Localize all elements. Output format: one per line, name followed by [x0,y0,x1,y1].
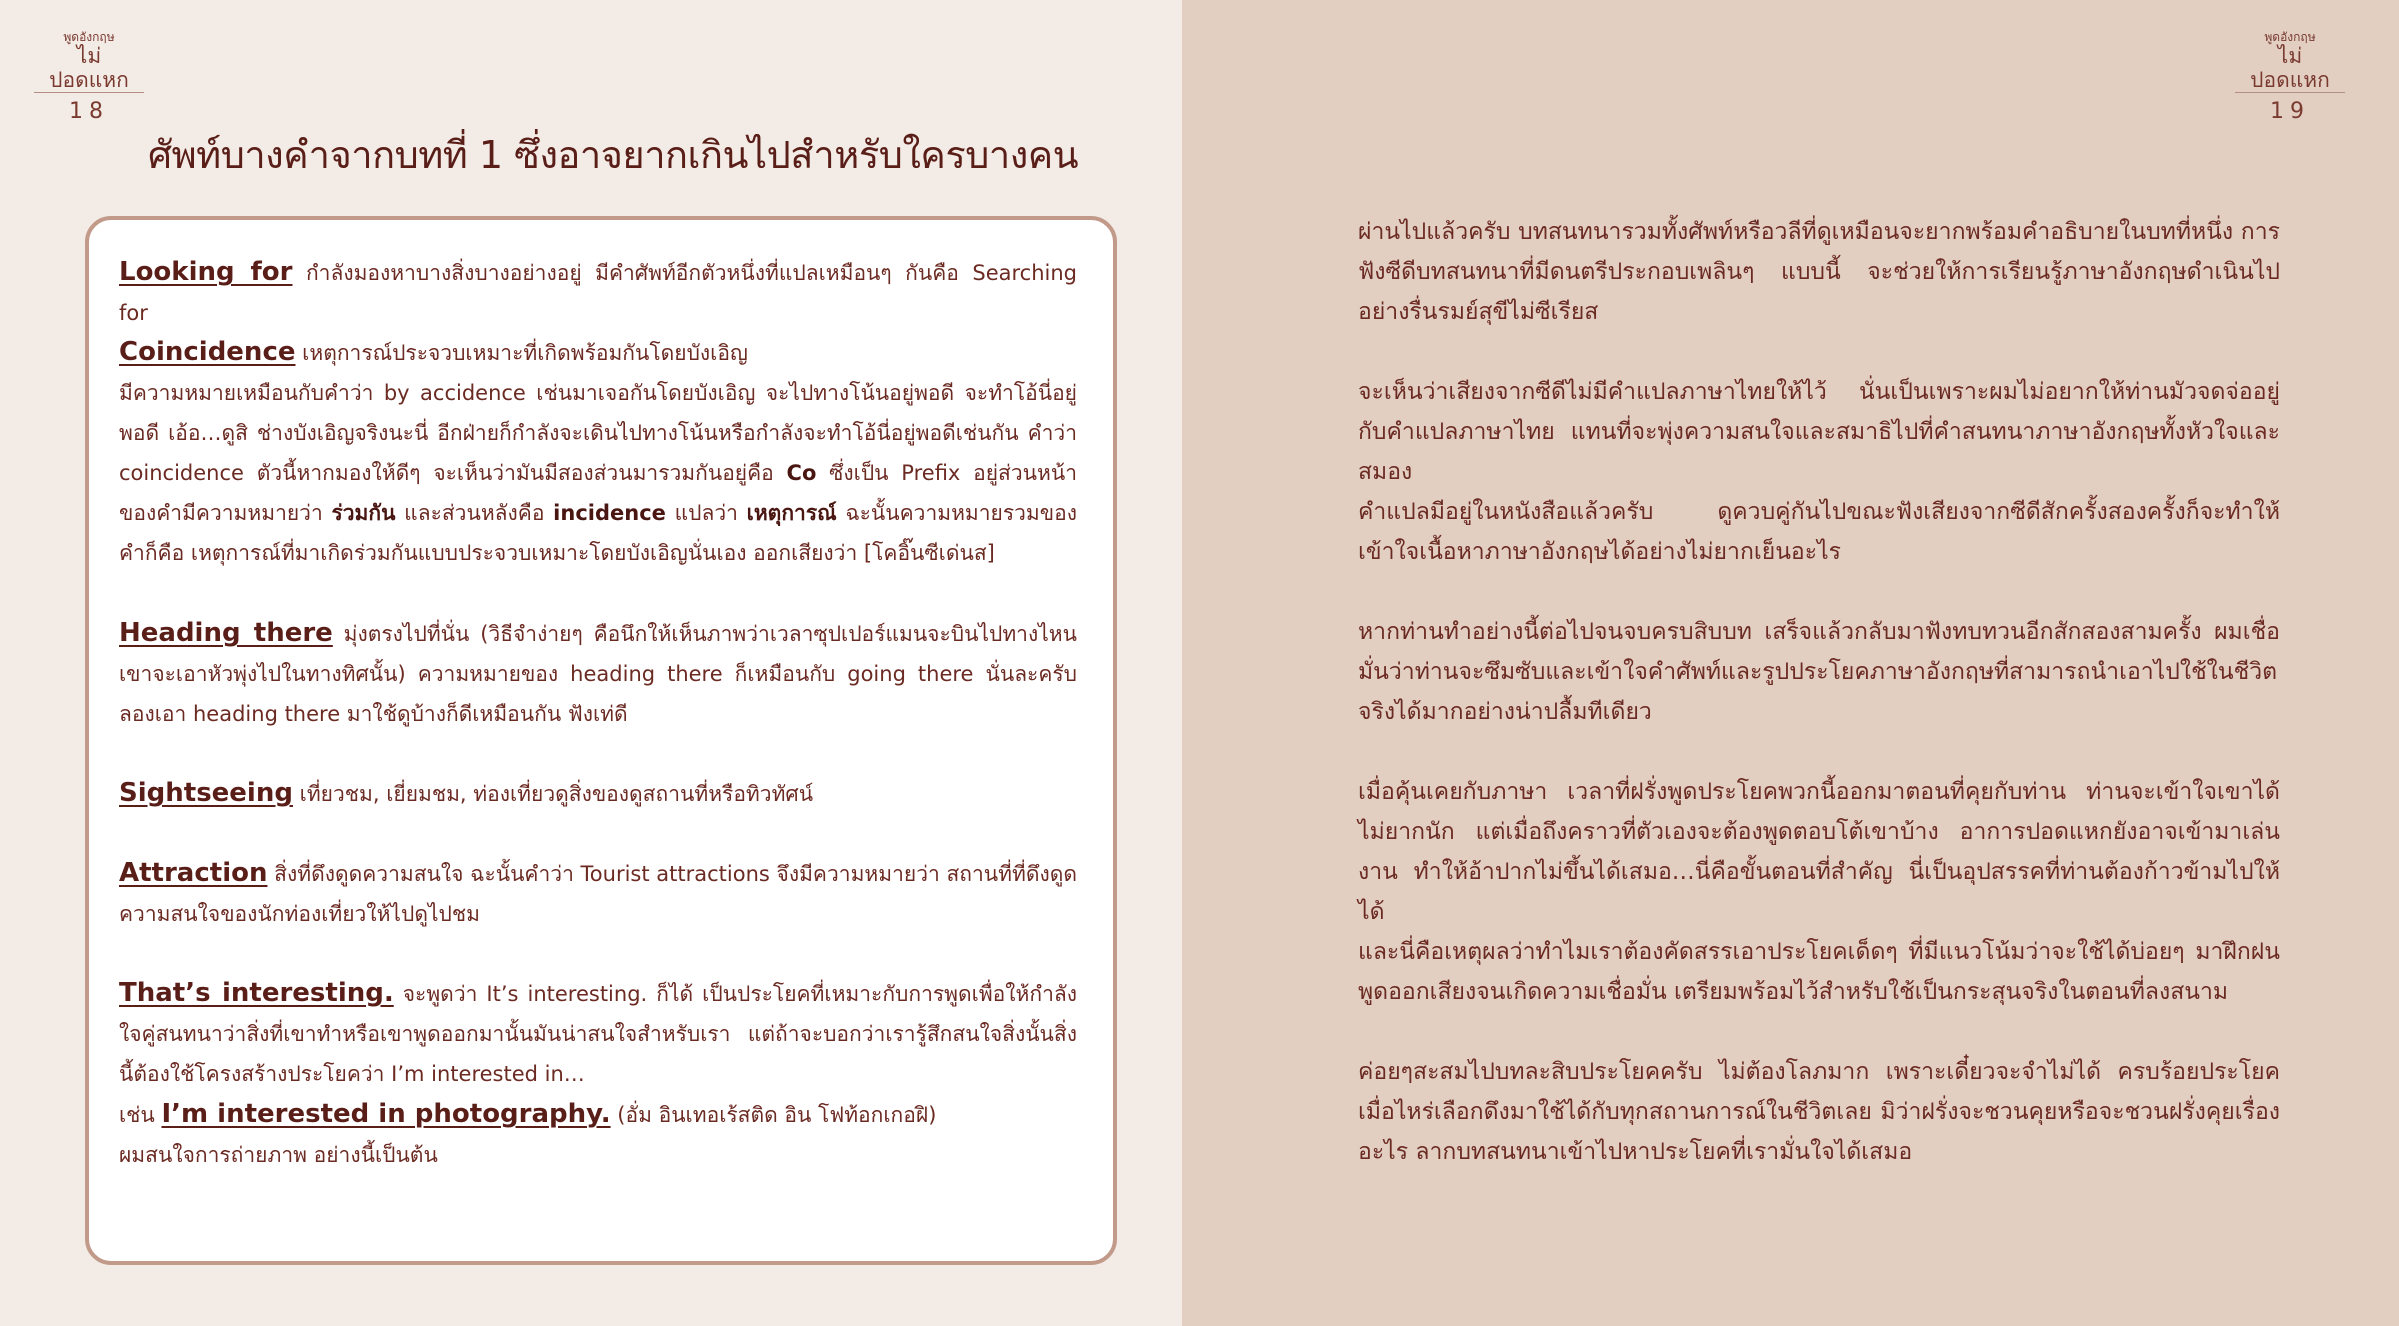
entry-desc: เที่ยวชม, เยี่ยมชม, ท่องเที่ยวดูสิ่งของดูสถานที่หรือทิวทัศน์ [292,782,814,806]
example-prefix: เช่น [119,1103,162,1127]
logo-small-text: พูดอังกฤษ [2264,30,2316,44]
body-paragraph: และนี่คือเหตุผลว่าทำไมเราต้องคัดสรรเอาประโยคเด็ดๆ ที่มีแนวโน้มว่าจะใช้ได้บ่อยๆ มาฝึกฝนพูดออกเสียงจนเกิดความเชื่อมั่น เตรียมพร้อมไว้สำหรับใช้เป็นกระสุนจริงในตอนที่ลงสนาม [1358,939,2280,1005]
book-logo [34,30,144,124]
entry-term: Looking for [119,257,293,287]
page-title: ศัพท์บางคำจากบทที่ 1 ซึ่งอาจยากเกินไปสำหรับใครบางคน [148,133,1079,177]
entry-looking-for [119,252,1077,333]
entry-desc: สิ่งที่ดึงดูดความสนใจ ฉะนั้นคำว่า Tourist attractions จึงมีความหมายว่า สถานที่ที่ดึงดูดความสนใจของนักท่องเที่ยวให้ไปดูไปชม [119,862,1077,926]
page-number: 18 [69,99,109,124]
highlight-word: เหตุการณ์ [746,501,837,525]
entry-attraction [119,853,1077,934]
entry-desc: กำลังมองหาบางสิ่งบางอย่างอยู่ มีคำศัพท์อีกตัวหนึ่งที่แปลเหมือนๆ กันคือ Searching for [119,261,1077,325]
logo-big-text: ไม่ปอดแหก [2235,44,2345,93]
example-meaning: ผมสนใจการถ่ายภาพ อย่างนี้เป็นต้น [119,1143,438,1167]
entry-sightseeing [119,773,1077,814]
book-logo [2235,30,2345,124]
entry-coincidence [119,332,1077,573]
body-paragraph: ผ่านไปแล้วครับ บทสนทนารวมทั้งศัพท์หรือวลีที่ดูเหมือนจะยากพร้อมคำอธิบายในบทที่หนึ่ง การฟังซีดีบทสนทนาที่มีดนตรีประกอบเพลินๆ แบบนี้ จะช่วยให้การเรียนรู้ภาษาอังกฤษดำเนินไปอย่างรื่นรมย์สุขีไม่ซีเรียส [1358,219,2280,325]
entry-detail: มีความหมายเหมือนกับคำว่า by accidence เช่นมาเจอกันโดยบังเอิญ จะไปทางโน้นอยู่พอดี จะทำโอ้นี่อยู่พอดี เอ้อ…ดูสิ ช่างบังเอิญจริงนะนี่ อีกฝ่ายก็กำลังจะเดินไปทางโน้นหรือกำลังจะทำโอ้นี่อยู่พอดีเช่นกัน คำว่า coincidence ตัวนี้หากมองให้ดีๆ จะเห็นว่ามันมีสองส่วนมารวมกันอยู่คือ [119,381,1077,485]
entry-term: Attraction [119,858,268,888]
logo-big-text: ไม่ปอดแหก [34,44,144,93]
body-paragraph: จะเห็นว่าเสียงจากซีดีไม่มีคำแปลภาษาไทยให้ไว้ นั่นเป็นเพราะผมไม่อยากให้ท่านมัวจดจ่ออยู่กับคำแปลภาษาไทย แทนที่จะพุ่งความสนใจและสมาธิไปที่คำสนทนาภาษาอังกฤษทั้งหัวใจและสมอง [1358,379,2280,485]
left-page [0,0,1182,1326]
entry-desc: มุ่งตรงไปที่นั่น (วิธีจำง่ายๆ คือนึกให้เห็นภาพว่าเวลาซุปเปอร์แมนจะบินไปทางไหน เขาจะเอาหัวพุ่งไปในทางทิศนั้น) ความหมายของ heading there ก็เหมือนกับ going there นั่นละครับ ลองเอา heading there มาใช้ดูบ้างก็ดีเหมือนกัน ฟังเท่ดี [119,622,1077,726]
entry-term: That’s interesting. [119,978,394,1008]
example-reading: (อั่ม อินเทอเร้สติด อิน โฟท้อกเกอฝิ) [610,1103,937,1127]
body-paragraph: คำแปลมีอยู่ในหนังสือแล้วครับ ดูควบคู่กันไปขณะฟังเสียงจากซีดีสักครั้งสองครั้งก็จะทำให้เข้าใจเนื้อหาภาษาอังกฤษได้อย่างไม่ยากเย็นอะไร [1358,499,2280,565]
body-paragraph: หากท่านทำอย่างนี้ต่อไปจนจบครบสิบบท เสร็จแล้วกลับมาฟังทบทวนอีกสักสองสามครั้ง ผมเชื่อมั่นว่าท่านจะซึมซับและเข้าใจคำศัพท์และรูปประโยคภาษาอังกฤษที่สามารถนำเอาไปใช้ในชีวิตจริงได้มากอย่างน่าปลื้มทีเดียว [1358,619,2280,725]
entry-detail: ฉะนั้นความหมายรวมของคำก็คือ เหตุการณ์ที่มาเกิดร่วมกันแบบประจวบเหมาะโดยบังเอิญนั่นเอง ออกเสียงว่า [โคอิ๊นซีเด่นส] [119,501,1078,565]
entry-term: Heading there [119,618,333,648]
logo-small-text: พูดอังกฤษ [63,30,115,44]
entry-detail: และส่วนหลังคือ [395,501,554,525]
entry-detail: ซึ่งเป็น Prefix อยู่ส่วนหน้าของคำมีความหมายว่า [119,461,1077,525]
entry-desc: เหตุการณ์ประจวบเหมาะที่เกิดพร้อมกันโดยบังเอิญ [295,341,748,365]
entry-detail: แปลว่า [665,501,747,525]
page-number: 19 [2270,99,2310,124]
body-paragraph: ค่อยๆสะสมไปบทละสิบประโยคครับ ไม่ต้องโลภมาก เพราะเดี๋ยวจะจำไม่ได้ ครบร้อยประโยคเมื่อไหร่เลือกดึงมาใช้ได้กับทุกสถานการณ์ในชีวิตเลย มิว่าฝรั่งจะชวนคุยหรือจะชวนฝรั่งคุยเรื่องอะไร ลากบทสนทนาเข้าไปหาประโยคที่เรามั่นใจได้เสมอ [1358,1059,2280,1165]
entry-desc: จะพูดว่า It’s interesting. ก็ได้ เป็นประโยคที่เหมาะกับการพูดเพื่อให้กำลังใจคู่สนทนาว่าสิ่งที่เขาทำหรือเขาพูดออกมานั้นมันน่าสนใจสำหรับเรา แต่ถ้าจะบอกว่าเรารู้สึกสนใจสิ่งนั้นสิ่งนี้ต้องใช้โครงสร้างประโยคว่า I’m interested in… [119,982,1077,1086]
highlight-word: ร่วมกัน [331,501,396,525]
entry-term: Coincidence [119,337,296,367]
body-paragraph: เมื่อคุ้นเคยกับภาษา เวลาที่ฝรั่งพูดประโยคพวกนี้ออกมาตอนที่คุยกับท่าน ท่านจะเข้าใจเขาได้ไม่ยากนัก แต่เมื่อถึงคราวที่ตัวเองจะต้องพูดตอบโต้เขาบ้าง อาการปอดแหกยังอาจเข้ามาเล่นงาน ทำให้อ้าปากไม่ขึ้นได้เสมอ…นี่คือขั้นตอนที่สำคัญ นี่เป็นอุปสรรคที่ท่านต้องก้าวข้ามไปให้ได้ [1358,779,2280,925]
highlight-word: incidence [553,501,666,525]
highlight-word: Co [786,461,817,485]
entry-thats-interesting [119,973,1077,1175]
entry-heading-there [119,613,1077,734]
example-sentence: I’m interested in photography. [161,1099,611,1129]
entry-term: Sightseeing [119,778,293,808]
